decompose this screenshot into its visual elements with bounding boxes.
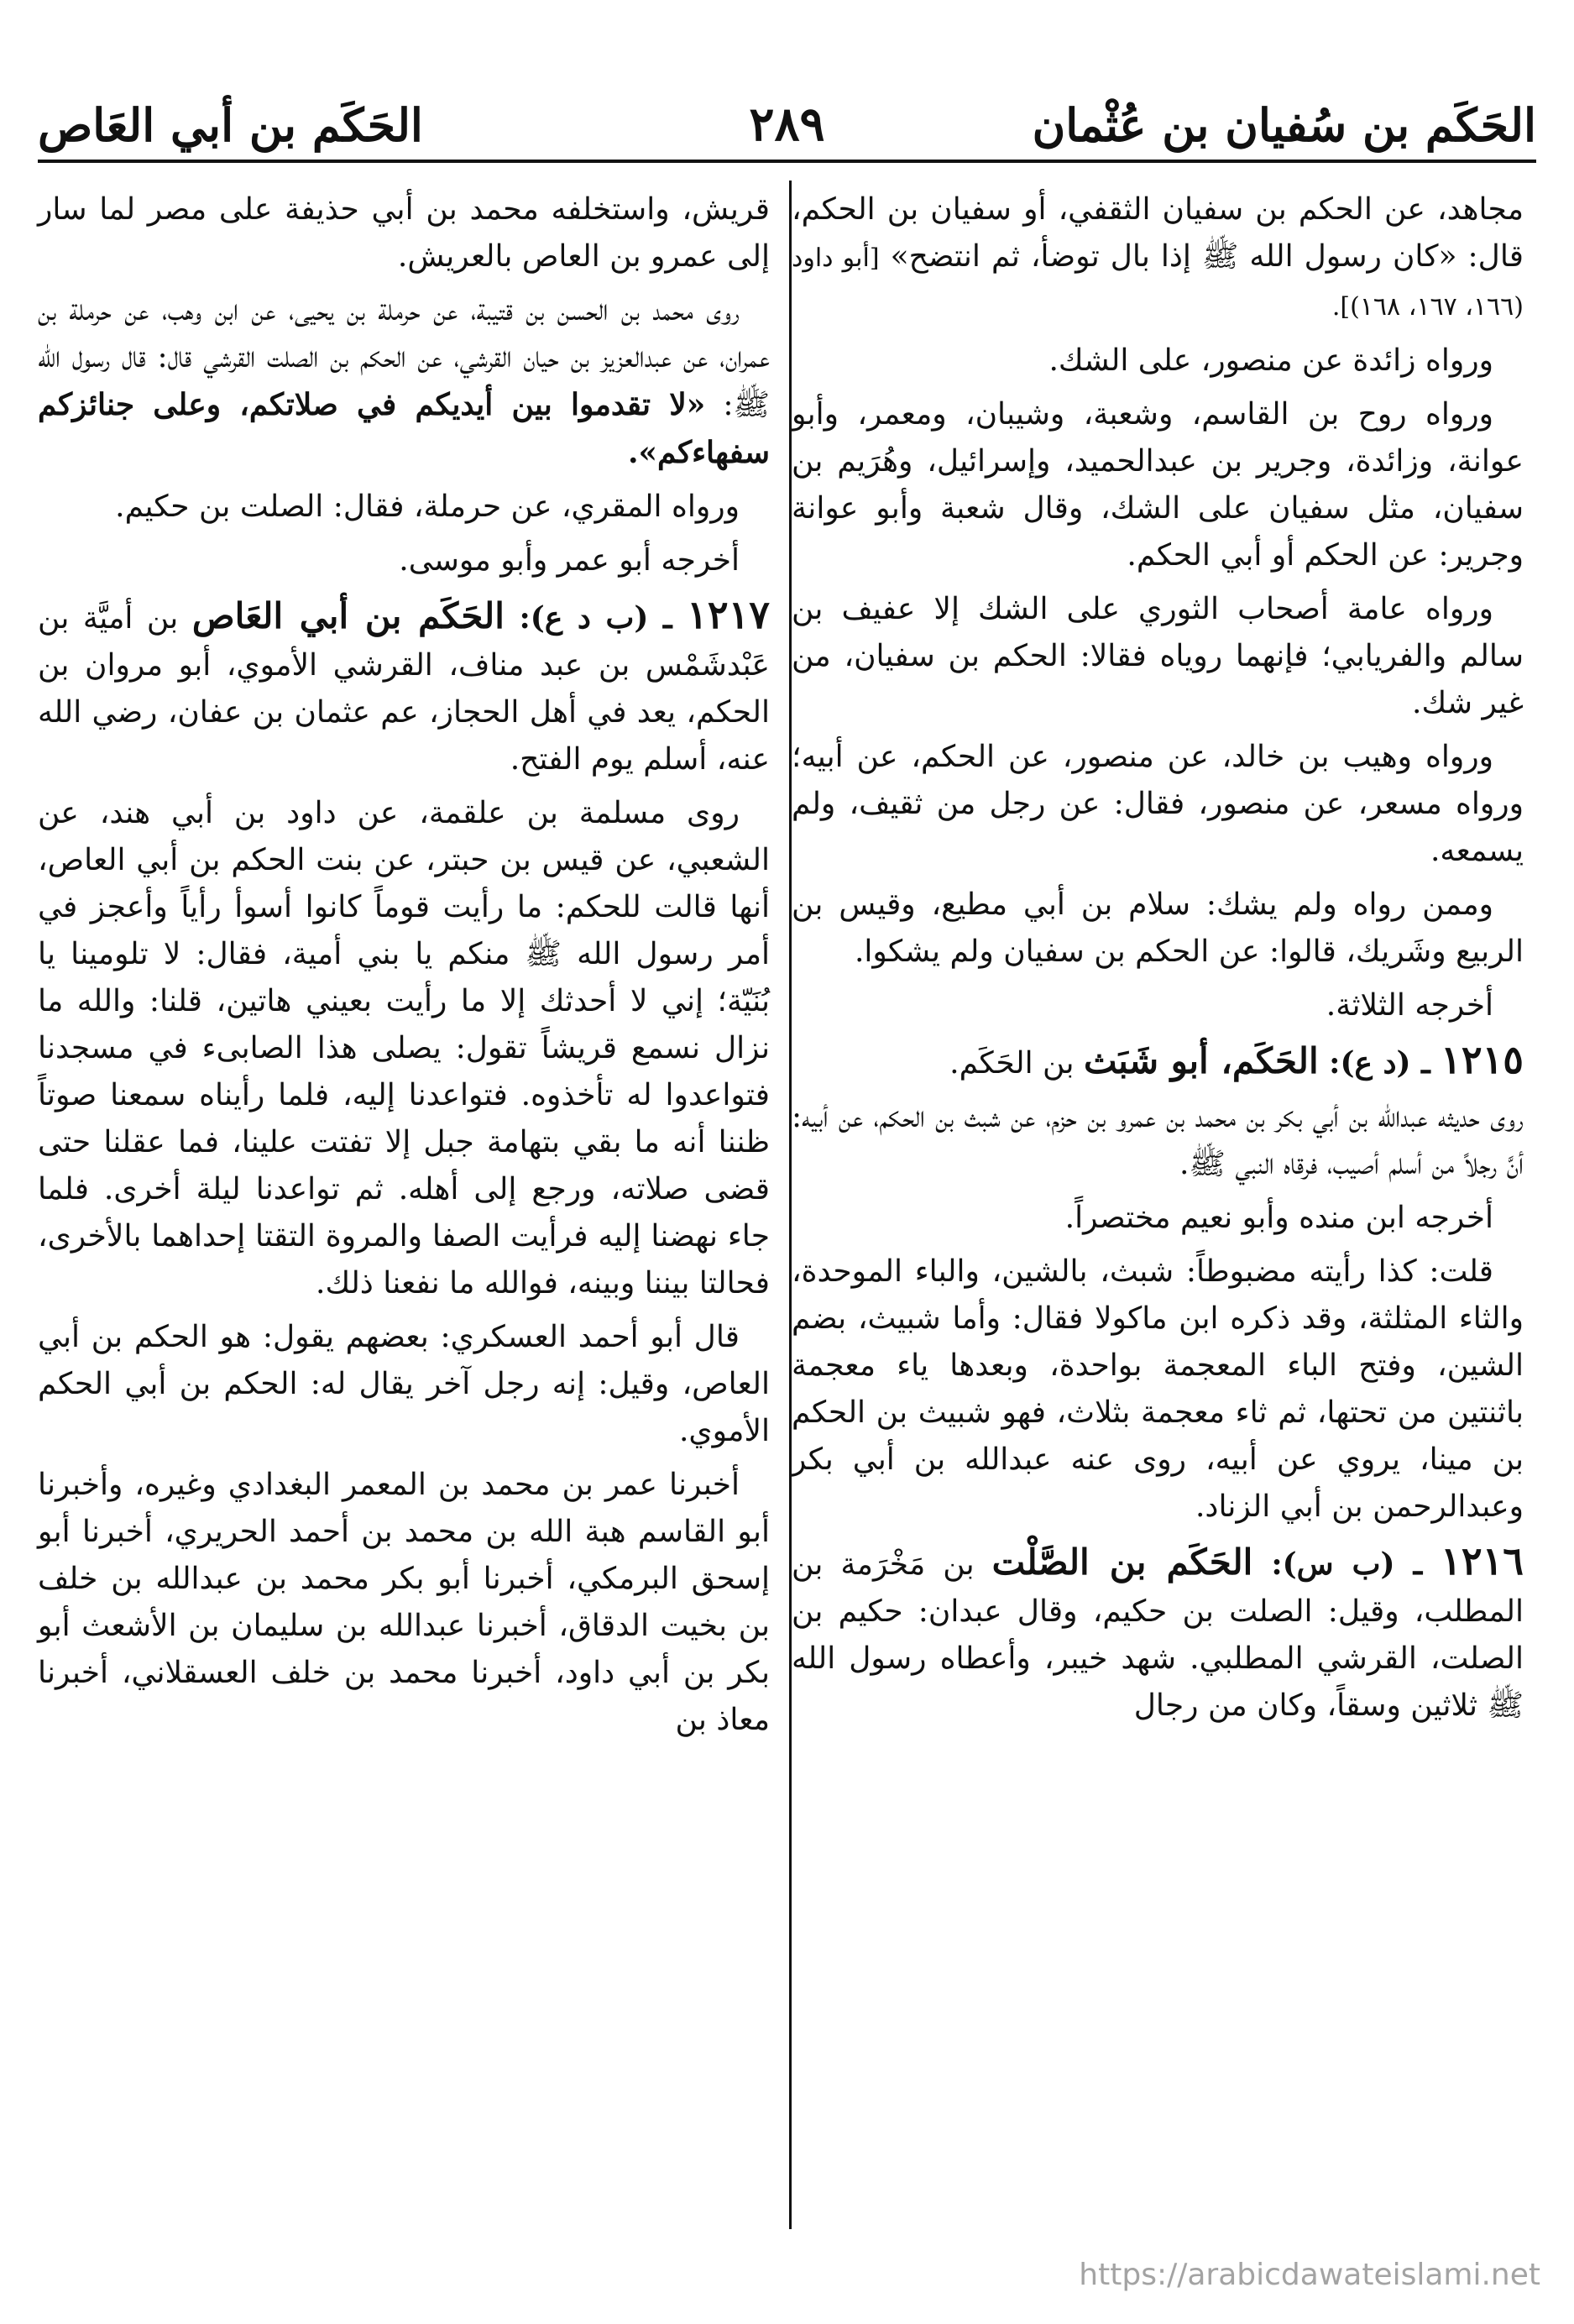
entry-1216 (792, 1537, 1524, 1730)
entry-name: الحَكَم بن أبي العَاص (191, 595, 505, 636)
paragraph: أخرجه ابن منده وأبو نعيم مختصراً. (1064, 1201, 1493, 1235)
paragraph: ورواه عامة أصحاب الثوري على الشك إلا عفيف بن سالم والفريابي؛ فإنهما روياه فقالا: الحكم بن سفيان، من غير شك. (792, 592, 1524, 720)
paragraph: روى محمد بن الحسن بن قتيبة، عن حرملة بن يحيى، عن ابن وهب، عن حرملة بن عمران، عن عبدالعزيز بن حيان القرشي، عن الحكم بن الصلت القرشي قال: قال رسول الله ﷺ: «لا تقدموا بين أيديكم في صلاتكم، وعلى جنائزكم سفهاءكم». (38, 293, 770, 470)
citation: [أبو داود (١٦٦، ١٦٧، ١٦٨)]. (792, 243, 1524, 322)
left-column (38, 186, 770, 1751)
entry-code: ـ (ب د ع): (504, 600, 688, 636)
paragraph: ورواه المقري، عن حرملة، فقال: الصلت بن حكيم. (115, 489, 740, 524)
entry-name: الحَكَم بن الصَّلْت (991, 1541, 1253, 1583)
page-header (38, 84, 1536, 163)
paragraph: روى حديثه عبدالله بن أبي بكر بن محمد بن عمرو بن حزم، عن شبث بن الحكم، عن أبيه: أنَّ رجلاً من أسلم أصيب، فرقاه النبي ﷺ. (792, 1100, 1524, 1181)
page-number: ٢٨٩ (749, 97, 825, 152)
paragraph: ورواه روح بن القاسم، وشعبة، وشيبان، ومعمر، وأبو عوانة، وزائدة، وجرير بن عبدالحميد، وإسرائيل، وهُرَيم بن سفيان، مثل سفيان على الشك، وقال شعبة وأبو عوانة وجرير: عن الحكم أو أبي الحكم. (792, 397, 1524, 573)
paragraph: أخرجه الثلاثة. (1326, 988, 1493, 1023)
entry-number: ١٢١٥ (1441, 1037, 1524, 1082)
entry-text: بن أميَّة بن عَبْدشَمْس بن عبد مناف، القرشي الأموي، أبو مروان بن الحكم، يعد في أهل الحجاز، عم عثمان بن عفان، رضي الله عنه، أسلم يوم الفتح. (38, 601, 770, 777)
running-title-right: الحَكَم بن سُفيان بن عُثْمان (1032, 98, 1536, 152)
entry-1217 (38, 591, 770, 783)
paragraph: روى مسلمة بن علقمة، عن داود بن أبي هند، عن الشعبي، عن قيس بن حبتر، عن بنت الحكم بن أبي العاص، أنها قالت للحكم: ما رأيت قوماً كانوا أسوأ رأياً وأعجز في أمر رسول الله ﷺ منكم يا بني أمية، فقال: لا تلومينا يا بُنَيّة؛ إني لا أحدثك إلا ما رأيت بعيني هاتين، قلنا: والله ما نزال نسمع قريشاً تقول: يصلى هذا الصابىء في مسجدنا فتواعدوا له تأخذوه. فتواعدنا إليه، فلما رأيناه سمعنا صوتاً ظننا أنه ما بقي بتهامة جبل إلا تفتت علينا، فما عقلنا حتى قضى صلاته، ورجع إلى أهله. ثم تواعدنا ليلة أخرى. فلما جاء نهضنا إليه فرأيت الصفا والمروة التقتا إحداهما بالأخرى، فحالتا بيننا وبينه، فوالله ما نفعنا ذلك. (38, 796, 770, 1301)
running-title-left: الحَكَم بن أبي العَاص (38, 98, 423, 152)
paragraph: مجاهد، عن الحكم بن سفيان الثقفي، أو سفيان بن الحكم، قال: «كان رسول الله ﷺ إذا بال توضأ، ثم انتضح» [أبو داود (١٦٦، ١٦٧، ١٦٨)]. (792, 192, 1524, 322)
entry-name: الحَكَم، أبو شَبَث (1083, 1040, 1319, 1081)
paragraph: وممن رواه ولم يشك: سلام بن أبي مطيع، وقيس بن الربيع وشَريك، قالوا: عن الحكم بن سفيان ولم يشكوا. (792, 887, 1524, 969)
paragraph: أخبرنا عمر بن محمد بن المعمر البغدادي وغيره، وأخبرنا أبو القاسم هبة الله بن محمد بن أحمد الحريري، أخبرنا أبو إسحق البرمكي، أخبرنا أبو بكر محمد بن عبدالله بن خلف بن بخيت الدقاق، أخبرنا عبدالله بن سليمان بن الأشعث أبو بكر بن أبي داود، أخبرنا محمد بن خلف العسقلاني، أخبرنا معاذ بن (38, 1468, 770, 1737)
paragraph: ورواه وهيب بن خالد، عن منصور، عن الحكم، عن أبيه؛ ورواه مسعر، عن منصور، فقال: عن رجل من ثقيف، ولم يسمعه. (792, 740, 1524, 868)
paragraph: قلت: كذا رأيته مضبوطاً: شبث، بالشين، والباء الموحدة، والثاء المثلثة، وقد ذكره ابن ماكولا فقال: وأما شبيث، بضم الشين، وفتح الباء المعجمة بواحدة، وبعدها ياء معجمة باثنتين من تحتها، ثم ثاء معجمة بثلاث، فهو شبيث بن الحكم بن مينا، يروي عن أبيه، روى عنه عبدالله بن أبي بكر وعبدالرحمن بن أبي الزناد. (792, 1254, 1524, 1524)
entry-text: بن مَخْرَمة بن المطلب، وقيل: الصلت بن حكيم، وقال عبدان: حكيم بن الصلت، القرشي المطلبي. شهد خيبر، وأعطاه رسول الله ﷺ ثلاثين وسقاً، وكان من رجال (792, 1547, 1524, 1723)
right-column (792, 186, 1524, 1736)
entry-number: ١٢١٧ (687, 592, 770, 637)
watermark-url: https://arabicdawateislami.net (1079, 2258, 1540, 2292)
paragraph: أخرجه أبو عمر وأبو موسى. (399, 543, 740, 578)
entry-code: ـ (د ع): (1318, 1045, 1441, 1081)
paragraph: قال أبو أحمد العسكري: بعضهم يقول: هو الحكم بن أبي العاص، وقيل: إنه رجل آخر يقال له: الحكم بن أبي الحكم الأموي. (38, 1320, 770, 1448)
hadith-quote: «لا تقدموا بين أيديكم في صلاتكم، وعلى جنائزكم سفهاءكم». (38, 387, 770, 470)
paragraph: ورواه زائدة عن منصور، على الشك. (1048, 343, 1493, 378)
entry-text: بن الحَكَم. (949, 1046, 1084, 1081)
entry-number: ١٢١٦ (1441, 1538, 1524, 1583)
paragraph: قريش، واستخلفه محمد بن أبي حذيفة على مصر لما سار إلى عمرو بن العاص بالعريش. (38, 192, 770, 274)
entry-code: ـ (ب س): (1252, 1547, 1441, 1582)
entry-1215 (792, 1036, 1524, 1087)
